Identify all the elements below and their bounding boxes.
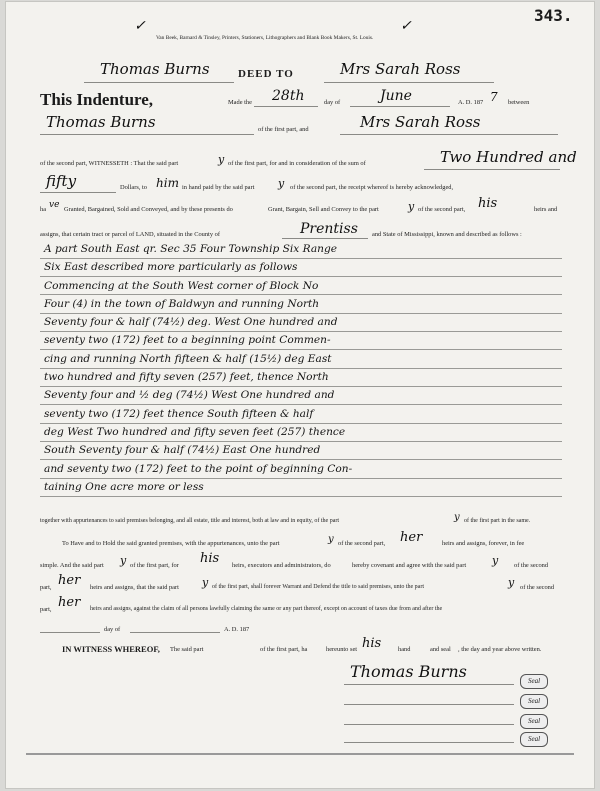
witnesseth-y: y: [218, 153, 225, 166]
witnesseth-line-1: of the second part, WITNESSETH : That the said part: [40, 160, 179, 167]
made-the-label: Made the: [228, 99, 252, 106]
habendum-y3: y: [492, 554, 499, 567]
ha-label: ha: [40, 206, 47, 213]
habendum-line-2c: heirs, executors and administrators, do: [232, 562, 331, 569]
habendum-y4: y: [202, 576, 209, 589]
description-line: Four (4) in the town of Baldwyn and running North: [44, 297, 320, 310]
state-label: and State of Mississippi, known and described as follows :: [372, 231, 522, 238]
day-of-label: day of: [324, 99, 341, 106]
witnesseth-line-1b: of the first part, for and in consideration of the sum of: [228, 160, 366, 167]
description-line: Seventy four and ½ deg (74½) West One hundred and: [44, 389, 335, 402]
seal-icon: Seal: [520, 714, 548, 729]
habendum-line-5: day of: [104, 626, 121, 633]
acknowledgment-strip: [6, 756, 594, 788]
second-part-label: of the second part,: [418, 206, 466, 213]
dollars-label: Dollars, to: [120, 184, 147, 191]
description-line: Six East described more particularly as follows: [44, 261, 298, 274]
party-two: Mrs Sarah Ross: [360, 113, 481, 131]
habendum-y5: y: [508, 576, 515, 589]
grant-y: y: [408, 200, 415, 213]
description-line: two hundred and fifty seven (257) feet, thence North: [44, 371, 329, 384]
description-line: and seventy two (172) feet to the point of beginning Con-: [44, 462, 353, 475]
description-line: A part South East qr. Sec 35 Four Township Six Range: [44, 243, 338, 255]
habendum-y1: y: [328, 534, 334, 545]
first-part-label: of the first part, and: [258, 126, 309, 133]
habendum-her-1: her: [400, 530, 423, 545]
seal-icon: Seal: [520, 732, 548, 747]
his-heirs: his: [478, 196, 498, 211]
grantor-signature: Thomas Burns: [350, 662, 467, 681]
party-one: Thomas Burns: [46, 113, 156, 131]
habendum-line-1b: of the second part,: [338, 540, 386, 547]
habendum-line-5b: A. D. 187: [224, 626, 250, 633]
habendum-line-1: To Have and to Hold the said granted premises, with the appurtenances, unto the part: [62, 540, 280, 547]
header-grantor: Thomas Burns: [100, 60, 210, 78]
deed-page: [6, 2, 594, 788]
between-label: between: [508, 99, 530, 106]
to-him: him: [156, 176, 179, 190]
page-number: 343.: [534, 6, 573, 25]
ha-ve: ve: [49, 200, 60, 210]
grant-label: Grant, Bargain, Sell and Convey to the part: [268, 206, 379, 213]
county-name: Prentiss: [300, 221, 358, 237]
indenture-month: June: [380, 88, 412, 104]
habendum-his-2: his: [200, 551, 220, 566]
description-line: Commencing at the South West corner of Block No: [44, 279, 319, 292]
witness-text-a: The said part: [170, 646, 204, 653]
paid-label: in hand paid by the said part: [182, 184, 255, 191]
witness-text-b: of the first part, ha: [260, 646, 308, 653]
description-line: South Seventy four & half (74½) East One hundred: [44, 444, 321, 457]
habendum-line-4: part,: [40, 606, 52, 613]
tract-label: assigns, that certain tract or parcel of LAND, situated in the County of: [40, 231, 220, 238]
witness-his: his: [362, 636, 382, 651]
indenture-year: 7: [490, 90, 498, 104]
witness-label: IN WITNESS WHEREOF,: [62, 644, 160, 654]
appurtenances-text: together with appurtenances to said premises belonging, and all estate, title and interest, both at law and in equity, of the part: [40, 518, 340, 524]
ad-label: A. D. 187: [458, 99, 484, 106]
check-mark-icon: ✓: [134, 18, 146, 34]
habendum-line-2d: hereby covenant and agree with the said part: [352, 562, 467, 569]
appurtenances-text-b: of the first part in the same.: [464, 518, 531, 524]
paid-y: y: [278, 177, 285, 190]
habendum-line-3d: of the second: [520, 584, 555, 591]
seal-icon: Seal: [520, 694, 548, 709]
witness-text-f: , the day and year above written.: [458, 646, 542, 653]
description-line: seventy two (172) feet to a beginning point Commen-: [44, 334, 331, 347]
description-line: taining One acre more or less: [44, 480, 204, 493]
heirs-and-label: heirs and: [534, 206, 558, 213]
habendum-line-1c: heirs and assigns, forever, in fee: [442, 540, 525, 547]
habendum-line-4b: heirs and assigns, against the claim of all persons lawfully claiming the same or any part thereof, except on account of taxes due from and after the: [90, 606, 443, 612]
description-line: cing and running North fifteen & half (15½) deg East: [44, 352, 332, 365]
habendum-line-3: part,: [40, 584, 52, 591]
printer-line: Van Beek, Barnard & Tinsley, Printers, Stationers, Lithographers and Blank Book Makers, St. Louis.: [156, 35, 374, 41]
habendum-line-3b: heirs and assigns, that the said part: [90, 584, 179, 591]
description-line: Seventy four & half (74½) deg. West One hundred and: [44, 316, 338, 329]
seal-icon: Seal: [520, 674, 548, 689]
description-line: seventy two (172) feet thence South fifteen & half: [44, 407, 314, 420]
indenture-title: This Indenture,: [40, 90, 154, 109]
habendum-line-2b: of the first part, for: [130, 562, 179, 569]
header-grantee: Mrs Sarah Ross: [340, 60, 461, 78]
habendum-line-2: simple. And the said part: [40, 562, 104, 569]
description-line: deg West Two hundred and fifty seven feet (257) thence: [44, 425, 346, 438]
habendum-her-4: her: [58, 595, 81, 610]
header-deed-to: DEED TO: [238, 68, 294, 80]
sum-words-1: Two Hundred and: [440, 148, 577, 166]
sum-words-2: fifty: [46, 172, 77, 190]
witness-text-e: and seal: [430, 646, 451, 653]
indenture-day: 28th: [272, 88, 305, 104]
habendum-her-3: her: [58, 573, 81, 588]
habendum-line-2e: of the second: [514, 562, 549, 569]
receipt-label: of the second part, the receipt whereof is hereby acknowledged,: [290, 184, 454, 191]
habendum-y2: y: [120, 554, 127, 567]
witness-text-d: hand: [398, 646, 411, 653]
habendum-line-3c: of the first part, shall forever Warrant and Defend the title to said premises, unto the part: [212, 584, 425, 590]
check-mark-icon: ✓: [400, 18, 412, 34]
granted-label: Granted, Bargained, Sold and Conveyed, and by these presents do: [64, 206, 233, 213]
witness-text-c: hereunto set: [326, 646, 358, 653]
appurtenances-y: y: [454, 512, 460, 523]
